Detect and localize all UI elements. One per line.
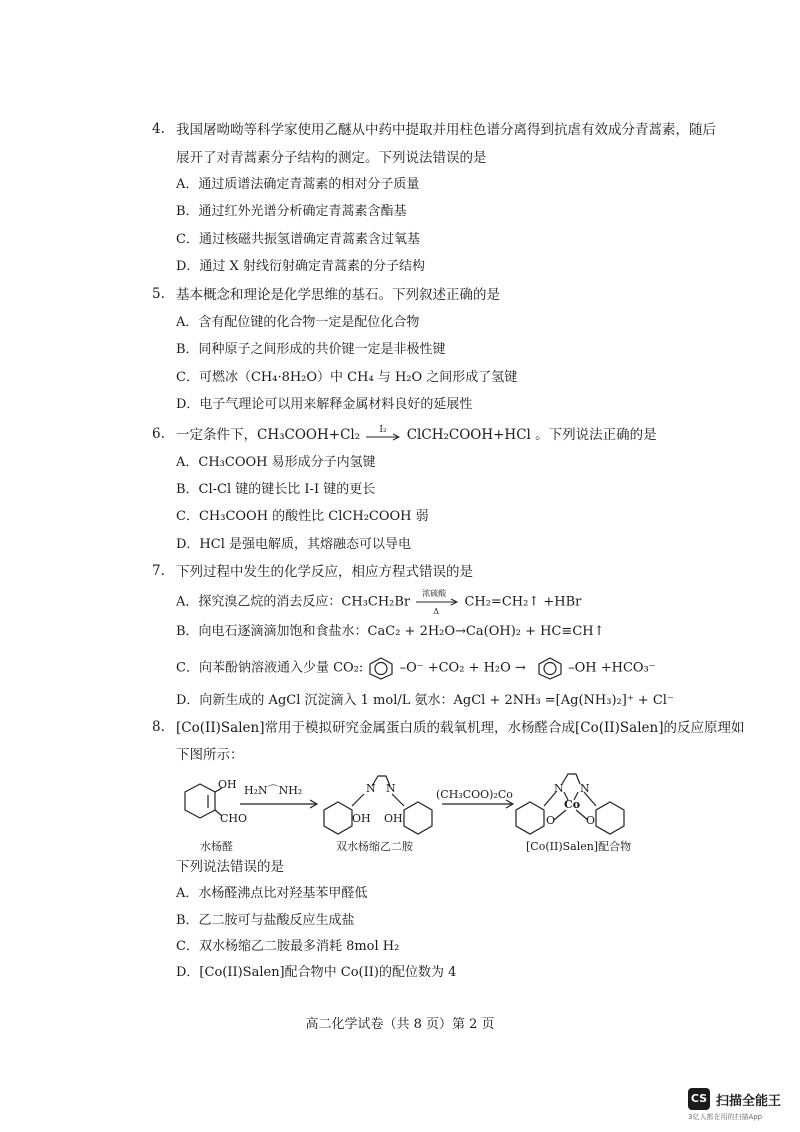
q7-option-c: [176, 656, 656, 680]
q5-option-a: A．含有配位键的化合物一定是配位化合物: [176, 315, 420, 330]
scheme-n-label-3: N: [554, 782, 564, 795]
q4-option-c: C．通过核磁共振氢谱确定青蒿素含过氧基: [176, 232, 420, 247]
q7-option-c-mid: –O⁻ +CO₂ + H₂O →: [399, 660, 526, 676]
scheme-oh-label-3: OH: [384, 812, 403, 825]
scheme-label-co-salen: [Co(II)Salen]配合物: [526, 840, 632, 853]
scheme-o-label-2: O: [586, 814, 596, 827]
q6-stem-prefix: 一定条件下，CH₃COOH+Cl₂: [176, 427, 361, 443]
q8-option-b: B．乙二胺可与盐酸反应生成盐: [176, 913, 355, 928]
q6-option-c: C．CH₃COOH 的酸性比 ClCH₂COOH 弱: [176, 509, 429, 524]
scheme-o-label-1: O: [546, 814, 556, 827]
q5-stem: 基本概念和理论是化学思维的基石。下列叙述正确的是: [176, 287, 500, 303]
watermark-name: 扫描全能王: [716, 1094, 782, 1109]
q5-option-b: B．同种原子之间形成的共价键一定是非极性键: [176, 342, 446, 357]
scheme-oh-label-1: OH: [218, 778, 237, 791]
q6-arrow-catalyst: I₂: [379, 424, 387, 435]
q6-option-b: B．Cl-Cl 键的键长比 I-I 键的更长: [176, 482, 376, 497]
q8-option-d: D．[Co(II)Salen]配合物中 Co(II)的配位数为 4: [176, 965, 457, 980]
scheme-cho-label: CHO: [220, 812, 248, 825]
scheme-n-label-1: N: [366, 782, 376, 795]
q4-option-d: D．通过 X 射线衍射确定青蒿素的分子结构: [176, 259, 425, 274]
scheme-reagent2: (CH₃COO)₂Co: [436, 788, 513, 801]
q8-stem-line1: [Co(II)Salen]常用于模拟研究金属蛋白质的载氧机理，水杨醛合成[Co(II)Salen]的反应原理如: [176, 720, 745, 736]
q6-stem: [176, 426, 657, 445]
right-arrow-icon: [364, 427, 402, 445]
q7-option-d: D．向新生成的 AgCl 沉淀滴入 1 mol/L 氨水：AgCl + 2NH₃ =[Ag(NH₃)₂]⁺ + Cl⁻: [176, 693, 674, 708]
scanner-watermark: [688, 1088, 794, 1124]
salen-ligand-structure: [324, 776, 432, 834]
q8-question: 下列说法错误的是: [176, 859, 284, 875]
q8-number: 8.: [152, 719, 165, 735]
q4-stem-line1: 我国屠呦呦等科学家使用乙醚从中药中提取并用柱色谱分离得到抗虐有效成分青蒿素，随后: [176, 122, 716, 138]
q7-option-a: [176, 589, 582, 616]
q4-option-a: A．通过质谱法确定青蒿素的相对分子质量: [176, 177, 420, 192]
q8-option-a: A．水杨醛沸点比对羟基苯甲醛低: [176, 886, 368, 901]
benzene-ring-icon: [367, 656, 395, 680]
watermark-sub: 3亿人都在用的扫描App: [688, 1113, 763, 1121]
q7-option-b: B．向电石逐滴滴加饱和食盐水：CaC₂ + 2H₂O→Ca(OH)₂ + HC≡CH↑: [176, 624, 605, 639]
q4-number: 4.: [152, 121, 165, 137]
q5-option-c: C．可燃冰（CH₄·8H₂O）中 CH₄ 与 H₂O 之间形成了氢键: [176, 370, 518, 385]
scheme-n-label-4: N: [580, 782, 590, 795]
scheme-oh-label-2: OH: [352, 812, 371, 825]
benzene-ring-icon: [536, 656, 564, 680]
q7-option-c-suffix: –OH +HCO₃⁻: [568, 660, 656, 676]
q4-option-b: B．通过红外光谱分析确定青蒿素含酯基: [176, 204, 407, 219]
scheme-label-salen: 双水杨缩乙二胺: [336, 840, 413, 853]
q7-a-reaction-arrow: [414, 589, 460, 616]
q5-option-d: D．电子气理论可以用来解释金属材料良好的延展性: [176, 397, 473, 412]
page-footer: 高二化学试卷（共 8 页）第 2 页: [305, 1017, 495, 1032]
scheme-n-label-2: N: [386, 782, 396, 795]
q4-stem-line2: 展开了对青蒿素分子结构的测定。下列说法错误的是: [176, 150, 487, 166]
q7-option-c-prefix: C．向苯酚钠溶液通入少量 CO₂:: [176, 660, 364, 676]
q7-a-arrow-top: 浓硫酸: [422, 589, 447, 598]
scheme-reagent1: H₂N⌒NH₂: [244, 784, 303, 797]
q8-option-c: C．双水杨缩乙二胺最多消耗 8mol H₂: [176, 939, 400, 954]
q6-stem-suffix: ClCH₂COOH+HCl 。下列说法正确的是: [406, 427, 657, 443]
q6-option-a: A．CH₃COOH 易形成分子内氢键: [176, 455, 376, 470]
q6-reaction-arrow: [364, 424, 402, 445]
q7-a-arrow-bottom: Δ: [433, 607, 440, 616]
q7-option-a-prefix: A．探究溴乙烷的消去反应：CH₃CH₂Br: [176, 594, 411, 610]
q6-option-d: D．HCl 是强电解质，其熔融态可以导电: [176, 537, 411, 552]
q6-number: 6.: [152, 426, 165, 442]
q7-number: 7.: [152, 563, 165, 579]
camscanner-logo-icon: CS: [688, 1088, 710, 1110]
q7-stem: 下列过程中发生的化学反应，相应方程式错误的是: [176, 564, 473, 580]
q5-number: 5.: [152, 286, 165, 302]
scheme-label-salicylaldehyde: 水杨醛: [200, 840, 233, 853]
q7-option-a-suffix: CH₂=CH₂↑ +HBr: [464, 594, 582, 610]
q8-stem-line2: 下图所示：: [176, 747, 244, 763]
salicylaldehyde-structure: [185, 784, 222, 818]
scheme-co-label: Co: [564, 798, 581, 811]
